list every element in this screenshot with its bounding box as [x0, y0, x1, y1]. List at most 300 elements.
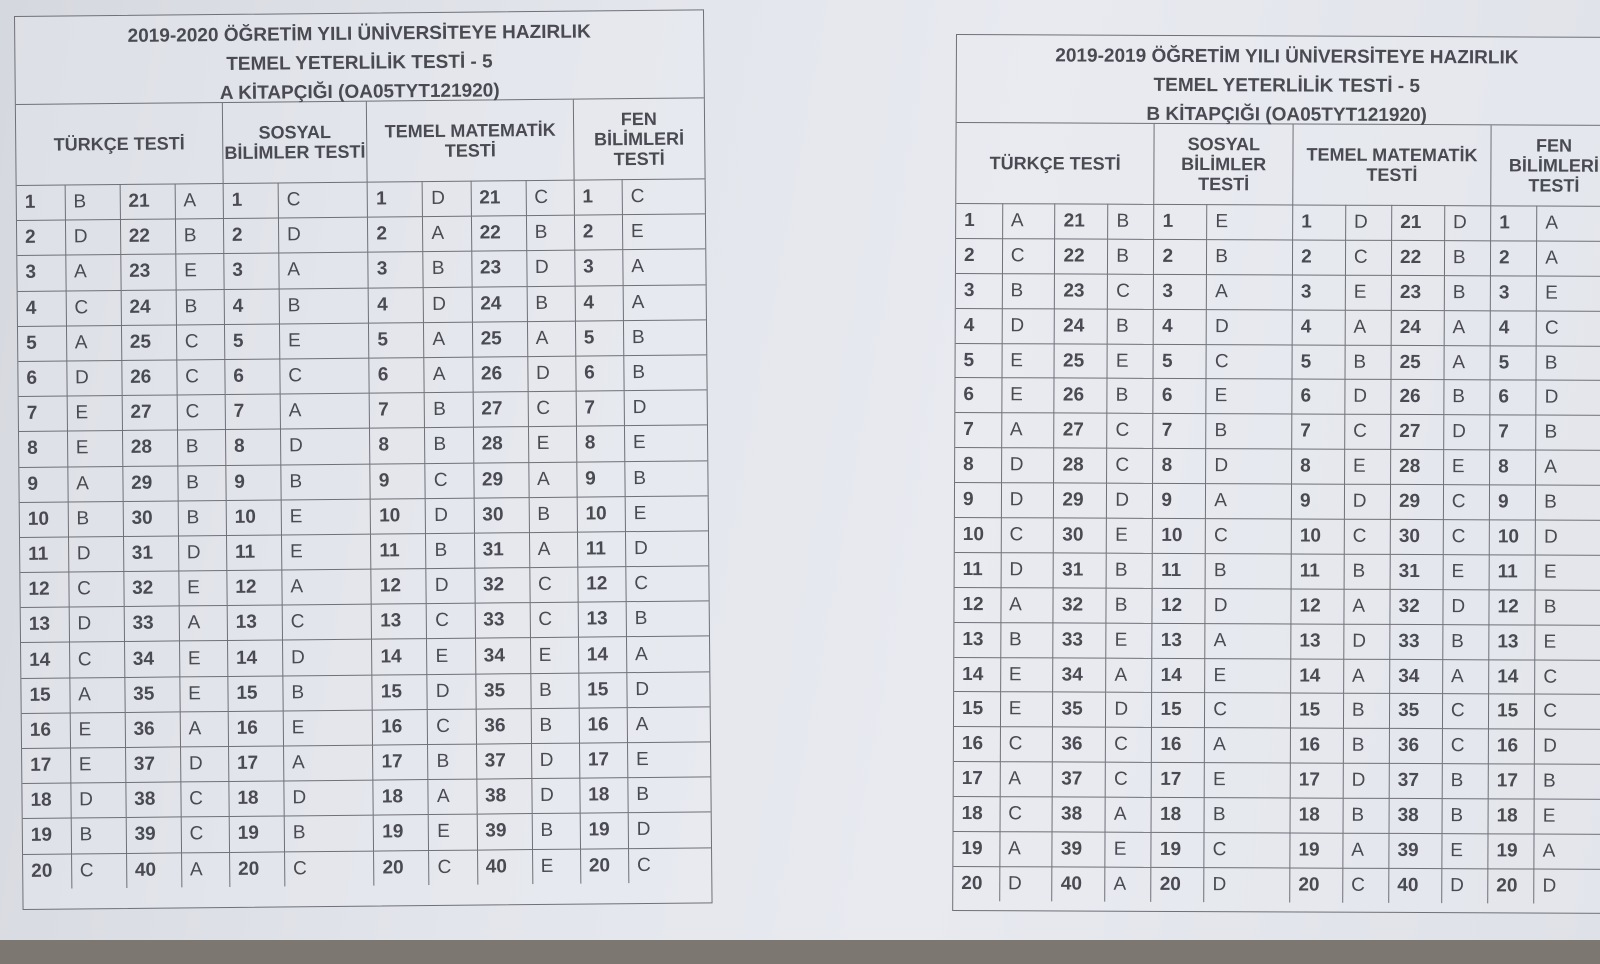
- answer-letter: B: [176, 289, 224, 325]
- question-number: 4: [368, 287, 423, 323]
- header-turkce: TÜRKÇE TESTİ: [16, 103, 223, 185]
- question-number: 20: [1488, 869, 1534, 904]
- answer-letter: B: [1106, 553, 1152, 588]
- question-number: 14: [227, 640, 282, 676]
- question-number: 18: [954, 797, 1000, 832]
- question-number: 1: [17, 185, 65, 221]
- question-number: 27: [1054, 413, 1107, 448]
- question-number: 40: [477, 849, 532, 884]
- answer-letter: A: [1105, 867, 1151, 902]
- answer-letter: C: [69, 642, 124, 678]
- question-number: 20: [23, 854, 71, 889]
- answer-letter: E: [1443, 555, 1489, 590]
- answer-letter: C: [626, 566, 709, 602]
- question-number: 34: [1053, 658, 1106, 693]
- question-number: 32: [1390, 589, 1443, 624]
- answer-letter: A: [1442, 659, 1488, 694]
- answer-letter: E: [70, 747, 125, 783]
- answer-letter: C: [1105, 762, 1151, 797]
- answer-letter: A: [175, 184, 223, 220]
- question-number: 1: [223, 183, 278, 219]
- answer-letter: B: [526, 215, 574, 251]
- question-number: 29: [1390, 485, 1443, 520]
- question-number: 10: [20, 502, 68, 538]
- answer-letter: D: [1444, 415, 1490, 450]
- question-number: 23: [1055, 274, 1108, 309]
- question-number: 39: [1052, 832, 1105, 867]
- question-number: 39: [1389, 833, 1442, 868]
- question-number: 29: [123, 465, 178, 501]
- answer-letter: D: [1205, 588, 1291, 623]
- question-number: 36: [125, 712, 180, 748]
- question-number: 17: [1488, 764, 1534, 799]
- question-number: 12: [1152, 588, 1205, 623]
- question-number: 37: [476, 744, 531, 780]
- question-number: 23: [120, 254, 175, 290]
- answer-letter: B: [1106, 588, 1152, 623]
- answer-letter: D: [1344, 624, 1390, 659]
- question-number: 18: [1290, 798, 1343, 833]
- answer-letter: A: [1205, 728, 1291, 763]
- answer-letter: C: [1442, 694, 1488, 729]
- question-number: 29: [1054, 483, 1107, 518]
- answer-letter: E: [1345, 275, 1391, 310]
- answer-letter: B: [1442, 799, 1488, 834]
- answer-letter: A: [283, 745, 373, 781]
- question-number: 3: [368, 252, 423, 288]
- question-number: 19: [1488, 834, 1534, 869]
- question-number: 39: [477, 814, 532, 850]
- answer-letter: A: [1343, 659, 1389, 694]
- answer-letter: C: [427, 603, 475, 639]
- question-number: 6: [1292, 379, 1345, 414]
- answer-letter: D: [1345, 380, 1391, 415]
- answer-letter: D: [1542, 875, 1557, 897]
- question-number: 16: [228, 711, 283, 747]
- answer-letter: B: [1343, 798, 1389, 833]
- question-number: 17: [22, 748, 70, 784]
- question-number: 28: [473, 427, 528, 463]
- question-number: 6: [369, 358, 424, 394]
- answer-rows: [17, 179, 712, 889]
- answer-letter: D: [1001, 553, 1054, 588]
- answer-letter: B: [1345, 345, 1391, 380]
- question-number: 35: [125, 677, 180, 713]
- answer-letter: A: [181, 852, 229, 887]
- question-number: 23: [1391, 275, 1444, 310]
- question-number: 5: [18, 326, 66, 362]
- question-number: 5: [1153, 344, 1206, 379]
- question-number: 8: [225, 429, 280, 465]
- answer-letter: D: [1106, 693, 1152, 728]
- answer-letter: B: [1207, 239, 1293, 274]
- answer-letter: A: [179, 606, 227, 642]
- answer-letter: B: [1536, 415, 1600, 450]
- question-number: 38: [126, 782, 181, 818]
- answer-letter: A: [627, 707, 710, 743]
- question-number: 40: [1389, 868, 1442, 903]
- question-number: 32: [1053, 588, 1106, 623]
- answer-letter: C: [181, 782, 229, 818]
- question-number: 26: [472, 357, 527, 393]
- answer-letter: C: [529, 567, 577, 603]
- answer-letter: E: [624, 425, 707, 461]
- question-number: 19: [1151, 832, 1204, 867]
- answer-letter: E: [1204, 763, 1290, 798]
- question-number: 12: [1489, 590, 1535, 625]
- answer-letter: D: [527, 356, 575, 392]
- title-line-1: 2019-2020 ÖĞRETİM YILI ÜNİVERSİTEYE HAZIRLIK: [127, 21, 591, 47]
- question-number: 27: [122, 395, 177, 431]
- answer-letter: D: [531, 778, 579, 814]
- answer-letter: B: [1107, 309, 1153, 344]
- answer-letter: E: [179, 571, 227, 607]
- question-number: 17: [1152, 763, 1205, 798]
- question-number: 8: [955, 448, 1001, 483]
- question-number: 2: [368, 217, 423, 253]
- question-number: 3: [1154, 274, 1207, 309]
- answer-letter: D: [1107, 483, 1153, 518]
- answer-letter: C: [1106, 728, 1152, 763]
- question-number: 11: [1291, 554, 1344, 589]
- question-number: 31: [1054, 553, 1107, 588]
- answer-letter: E: [625, 496, 708, 532]
- answer-letter: A: [1344, 589, 1390, 624]
- answer-letter: B: [527, 286, 575, 322]
- answer-letter: D: [1443, 589, 1489, 624]
- question-number: 31: [474, 532, 529, 568]
- answer-letter: D: [1344, 484, 1390, 519]
- answer-letter: C: [1535, 695, 1600, 730]
- question-number: 24: [472, 286, 527, 322]
- answer-letter: B: [1107, 379, 1153, 414]
- answer-letter: B: [283, 675, 373, 711]
- answer-letter: C: [280, 358, 370, 394]
- answer-letter: C: [526, 180, 574, 216]
- answer-letter: B: [1444, 380, 1490, 415]
- answer-letter: C: [1000, 727, 1053, 762]
- question-number: 15: [21, 678, 69, 714]
- question-number: 15: [372, 674, 427, 710]
- question-number: 33: [124, 606, 179, 642]
- question-number: 24: [1391, 310, 1444, 345]
- question-number: 5: [1490, 345, 1536, 380]
- question-number: 27: [473, 392, 528, 428]
- answer-letter: D: [284, 780, 374, 816]
- answer-letter: C: [1536, 311, 1600, 346]
- answer-letter: E: [1002, 343, 1055, 378]
- answer-letter: C: [1204, 833, 1290, 868]
- table-row: [954, 727, 1600, 765]
- question-number: 13: [372, 604, 427, 640]
- question-number: 36: [1053, 727, 1106, 762]
- question-number: 18: [580, 778, 628, 814]
- answer-letter: B: [425, 427, 473, 463]
- answer-letter: B: [624, 355, 707, 391]
- table-row: [954, 692, 1600, 730]
- answer-letter: A: [180, 711, 228, 747]
- answer-letter: C: [1344, 519, 1390, 554]
- question-number: 2: [1154, 239, 1207, 274]
- question-number: 7: [955, 413, 1001, 448]
- question-number: 40: [126, 852, 181, 887]
- answer-letter: E: [1106, 623, 1152, 658]
- question-number: 18: [229, 781, 284, 817]
- answer-letter: C: [1206, 519, 1292, 554]
- answer-letter: B: [628, 777, 711, 813]
- answer-letter: D: [1535, 729, 1600, 764]
- question-number: 14: [372, 639, 427, 675]
- question-number: 38: [1053, 797, 1106, 832]
- table-row: [956, 204, 1600, 242]
- answer-letter: B: [1108, 239, 1154, 274]
- answer-letter: D: [178, 535, 226, 571]
- answer-letter: D: [1001, 483, 1054, 518]
- answer-key-booklet-a: [14, 9, 713, 910]
- answer-letter: D: [1204, 868, 1290, 903]
- table-row: [953, 832, 1600, 870]
- question-number: 14: [1152, 658, 1205, 693]
- question-number: 3: [574, 250, 622, 286]
- question-number: 29: [473, 462, 528, 498]
- answer-letter: B: [1536, 346, 1600, 381]
- answer-letter: B: [281, 464, 371, 500]
- answer-letter: B: [178, 500, 226, 536]
- answer-letter: C: [176, 324, 224, 360]
- table-row: [955, 483, 1600, 521]
- answer-letter: E: [1107, 518, 1153, 553]
- answer-table: [16, 98, 711, 888]
- question-number: 16: [1290, 728, 1343, 763]
- answer-letter: C: [1535, 660, 1600, 695]
- answer-letter: B: [531, 708, 579, 744]
- answer-letter: C: [1343, 868, 1389, 903]
- question-number: 1: [1154, 204, 1207, 239]
- answer-letter: A: [1444, 310, 1490, 345]
- question-number: 22: [1391, 240, 1444, 275]
- question-number: 17: [954, 762, 1000, 797]
- question-number: 40: [1052, 867, 1105, 902]
- answer-letter: B: [1442, 764, 1488, 799]
- header-sosyal: SOSYAL BİLİMLER TESTİ: [222, 102, 367, 184]
- question-number: 3: [17, 255, 65, 291]
- answer-letter: C: [282, 604, 372, 640]
- question-number: 12: [227, 570, 282, 606]
- question-number: 14: [578, 637, 626, 673]
- question-number: 20: [1290, 868, 1343, 903]
- answer-table: [953, 123, 1600, 904]
- question-number: 30: [123, 501, 178, 537]
- question-number: 20: [229, 852, 284, 887]
- table-row: [955, 448, 1600, 486]
- answer-letter: C: [284, 851, 374, 887]
- question-number: 17: [1290, 763, 1343, 798]
- answer-letter: C: [1443, 485, 1489, 520]
- answer-letter: B: [1206, 414, 1292, 449]
- question-number: 19: [23, 818, 71, 854]
- question-number: 1: [367, 182, 422, 218]
- answer-letter: D: [1002, 308, 1055, 343]
- answer-letter: D: [1001, 448, 1054, 483]
- answer-letter: C: [71, 853, 126, 888]
- title-line-2: TEMEL YETERLİLİK TESTİ - 5: [226, 51, 493, 75]
- table-row: [956, 308, 1600, 346]
- question-number: 10: [226, 500, 281, 536]
- question-number: 10: [1291, 519, 1344, 554]
- table-row: [954, 762, 1600, 800]
- question-number: 6: [955, 378, 1001, 413]
- table-row: [955, 518, 1600, 556]
- question-number: 18: [22, 783, 70, 819]
- question-number: 13: [578, 602, 626, 638]
- answer-letter: A: [528, 462, 576, 498]
- question-number: 9: [1291, 484, 1344, 519]
- answer-letter: E: [1000, 692, 1053, 727]
- question-number: 2: [574, 215, 622, 251]
- answer-letter: C: [1001, 518, 1054, 553]
- title-line-3: A KİTAPÇIĞI (OA05TYT121920): [219, 80, 500, 105]
- answer-letter: A: [1001, 413, 1054, 448]
- question-number: 13: [1489, 625, 1535, 660]
- question-number: 15: [579, 672, 627, 708]
- question-number: 2: [223, 218, 278, 254]
- answer-letter: E: [179, 641, 227, 677]
- answer-letter: B: [428, 744, 476, 780]
- question-number: 10: [577, 496, 625, 532]
- question-number: 35: [475, 673, 530, 709]
- answer-letter: E: [530, 638, 578, 674]
- question-number: 20: [580, 848, 628, 883]
- question-number: 35: [1390, 694, 1443, 729]
- answer-letter: D: [1444, 206, 1490, 241]
- question-number: 8: [1490, 450, 1536, 485]
- answer-letter: E: [1002, 378, 1055, 413]
- table-row: [956, 273, 1600, 311]
- answer-letter: B: [178, 465, 226, 501]
- table-row: [955, 343, 1600, 381]
- question-number: 32: [124, 571, 179, 607]
- question-number: 16: [1152, 728, 1205, 763]
- answer-letter: E: [281, 534, 371, 570]
- question-number: 14: [21, 642, 69, 678]
- answer-letter: C: [278, 182, 368, 218]
- answer-letter: D: [1535, 520, 1600, 555]
- answer-letter: D: [423, 287, 471, 323]
- question-number: 18: [1488, 799, 1534, 834]
- question-number: 6: [225, 359, 280, 395]
- answer-letter: B: [1000, 622, 1053, 657]
- answer-letter: B: [1444, 241, 1490, 276]
- question-number: 10: [370, 498, 425, 534]
- question-number: 5: [575, 320, 623, 356]
- question-number: 15: [228, 676, 283, 712]
- sheet-title: [15, 10, 704, 105]
- answer-letter: C: [1443, 520, 1489, 555]
- question-number: 22: [120, 219, 175, 255]
- question-number: 16: [954, 727, 1000, 762]
- answer-letter: A: [66, 325, 121, 361]
- answer-letter: C: [429, 850, 477, 885]
- answer-letter: A: [279, 252, 369, 288]
- question-number: 5: [369, 322, 424, 358]
- answer-letter: E: [532, 849, 580, 884]
- answer-letter: C: [1206, 344, 1292, 379]
- answer-letter: D: [71, 783, 126, 819]
- answer-letter: E: [176, 254, 224, 290]
- question-number: 28: [122, 430, 177, 466]
- question-number: 30: [474, 497, 529, 533]
- question-number: 25: [1054, 343, 1107, 378]
- answer-letter: A: [67, 466, 122, 502]
- answer-letter: A: [1536, 450, 1600, 485]
- question-number: 17: [579, 743, 627, 779]
- question-number: 8: [1292, 449, 1345, 484]
- answer-letter: B: [623, 320, 706, 356]
- question-number: 4: [1292, 310, 1345, 345]
- question-number: 26: [1391, 380, 1444, 415]
- answer-letter: C: [1107, 414, 1153, 449]
- table-row: [955, 378, 1600, 416]
- question-number: 13: [227, 605, 282, 641]
- answer-letter: D: [427, 674, 475, 710]
- answer-letter: E: [528, 426, 576, 462]
- answer-letter: C: [622, 179, 705, 215]
- answer-letter: A: [626, 636, 709, 672]
- answer-letter: E: [1442, 834, 1488, 869]
- answer-letter: E: [627, 742, 710, 778]
- answer-letter: C: [66, 290, 121, 326]
- answer-letter: C: [528, 391, 576, 427]
- answer-letter: B: [529, 497, 577, 533]
- answer-letter: E: [1000, 657, 1053, 692]
- answer-letter: D: [624, 390, 707, 426]
- question-number: 14: [954, 657, 1000, 692]
- question-number: 8: [370, 428, 425, 464]
- question-number: 10: [955, 518, 1001, 553]
- question-number: 8: [1153, 449, 1206, 484]
- answer-letter: D: [426, 568, 474, 604]
- question-number: 4: [18, 291, 66, 327]
- answer-letter: B: [625, 460, 708, 496]
- table-row: [954, 587, 1600, 625]
- answer-letter: C: [1000, 797, 1053, 832]
- question-number: 24: [121, 290, 176, 326]
- answer-letter: D: [526, 251, 574, 287]
- answer-letter: A: [70, 677, 125, 713]
- answer-letter: A: [1000, 832, 1053, 867]
- question-number: 36: [476, 708, 531, 744]
- question-number: 5: [955, 343, 1001, 378]
- answer-letter: A: [423, 216, 471, 252]
- question-number: 9: [226, 464, 281, 500]
- table-row: [955, 413, 1600, 451]
- answer-letter: E: [1535, 625, 1600, 660]
- question-number: 8: [19, 431, 67, 467]
- answer-letter: E: [622, 214, 705, 250]
- answer-letter: E: [279, 323, 369, 359]
- question-number: 2: [1490, 241, 1536, 276]
- answer-letter: E: [1105, 832, 1151, 867]
- question-number: 32: [474, 568, 529, 604]
- header-fen: FEN BİLİMLERİ TESTİ: [1491, 125, 1600, 206]
- question-number: 11: [1153, 553, 1206, 588]
- question-number: 8: [576, 426, 624, 462]
- question-number: 9: [955, 483, 1001, 518]
- answer-letter: A: [1444, 345, 1490, 380]
- question-number: 35: [1053, 692, 1106, 727]
- question-number: 15: [954, 692, 1000, 727]
- question-number: 23: [471, 251, 526, 287]
